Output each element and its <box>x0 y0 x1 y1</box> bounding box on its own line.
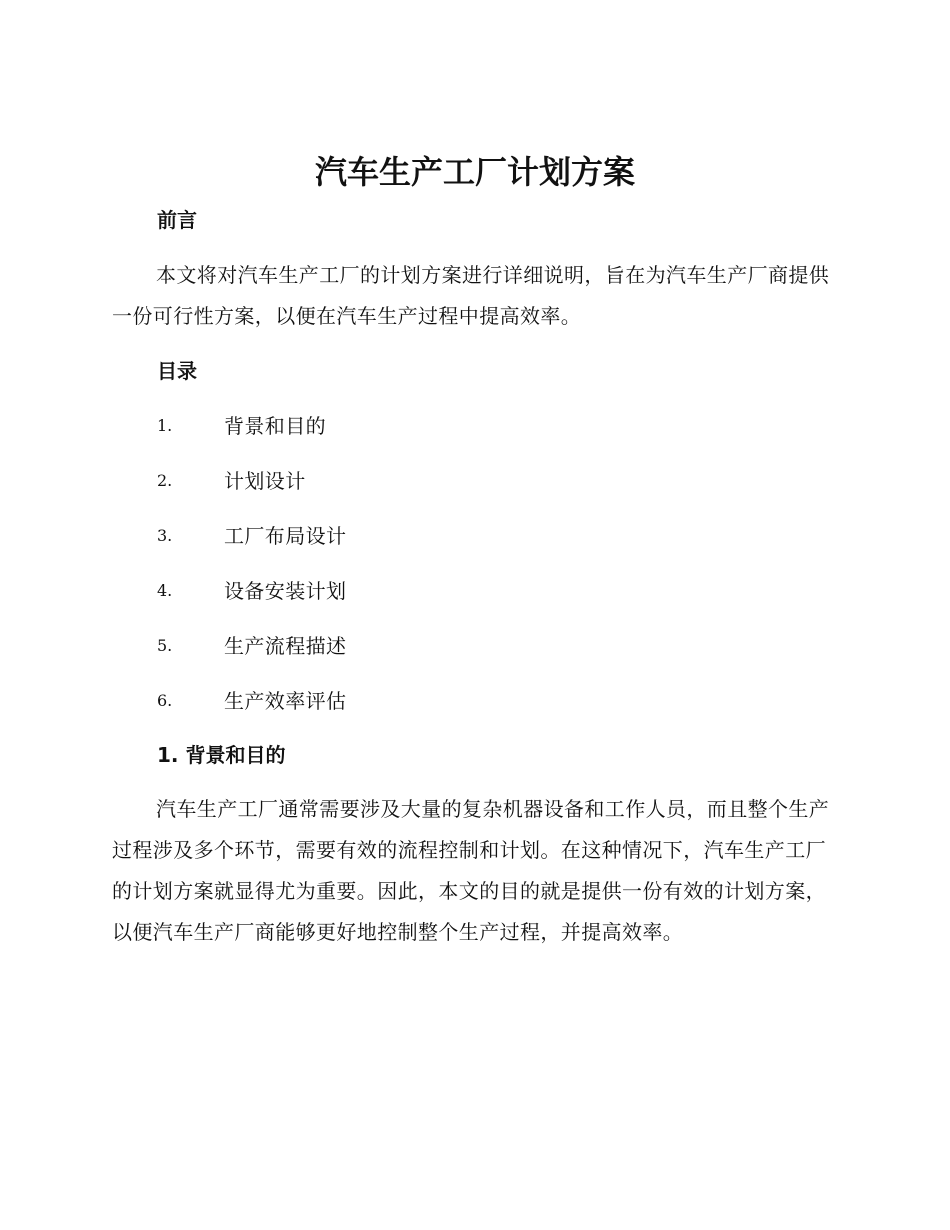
toc-heading: 目录 <box>157 359 197 383</box>
toc-item-number: 6. <box>157 691 173 710</box>
toc-item-number: 2. <box>157 471 173 490</box>
toc-item-label: 生产效率评估 <box>224 689 347 713</box>
table-of-contents <box>157 412 346 742</box>
preface-heading: 前言 <box>157 208 197 232</box>
toc-item-label: 生产流程描述 <box>224 634 347 658</box>
toc-item <box>157 577 346 632</box>
toc-item <box>157 412 346 467</box>
toc-item-number: 5. <box>157 636 173 655</box>
toc-item <box>157 522 346 577</box>
preface-paragraph: 本文将对汽车生产工厂的计划方案进行详细说明，旨在为汽车生产厂商提供一份可行性方案，以便在汽车生产过程中提高效率。 <box>112 263 830 328</box>
toc-item <box>157 632 346 687</box>
section-1-heading: 1. 背景和目的 <box>157 743 286 767</box>
toc-item-label: 计划设计 <box>224 469 306 493</box>
toc-item-number: 1. <box>157 416 173 435</box>
toc-item-label: 背景和目的 <box>224 414 326 438</box>
toc-item-number: 3. <box>157 526 173 545</box>
toc-item-label: 设备安装计划 <box>224 579 347 603</box>
toc-item <box>157 467 346 522</box>
document-title: 汽车生产工厂计划方案 <box>314 153 635 191</box>
toc-item <box>157 687 346 742</box>
section-1-paragraph: 汽车生产工厂通常需要涉及大量的复杂机器设备和工作人员，而且整个生产过程涉及多个环节，需要有效的流程控制和计划。在这种情况下，汽车生产工厂的计划方案就显得尤为重要。因此，本文的目的就是提供一份有效的计划方案，以便汽车生产厂商能够更好地控制整个生产过程，并提高效率。 <box>112 797 830 944</box>
toc-item-label: 工厂布局设计 <box>224 524 347 548</box>
toc-item-number: 4. <box>157 581 173 600</box>
